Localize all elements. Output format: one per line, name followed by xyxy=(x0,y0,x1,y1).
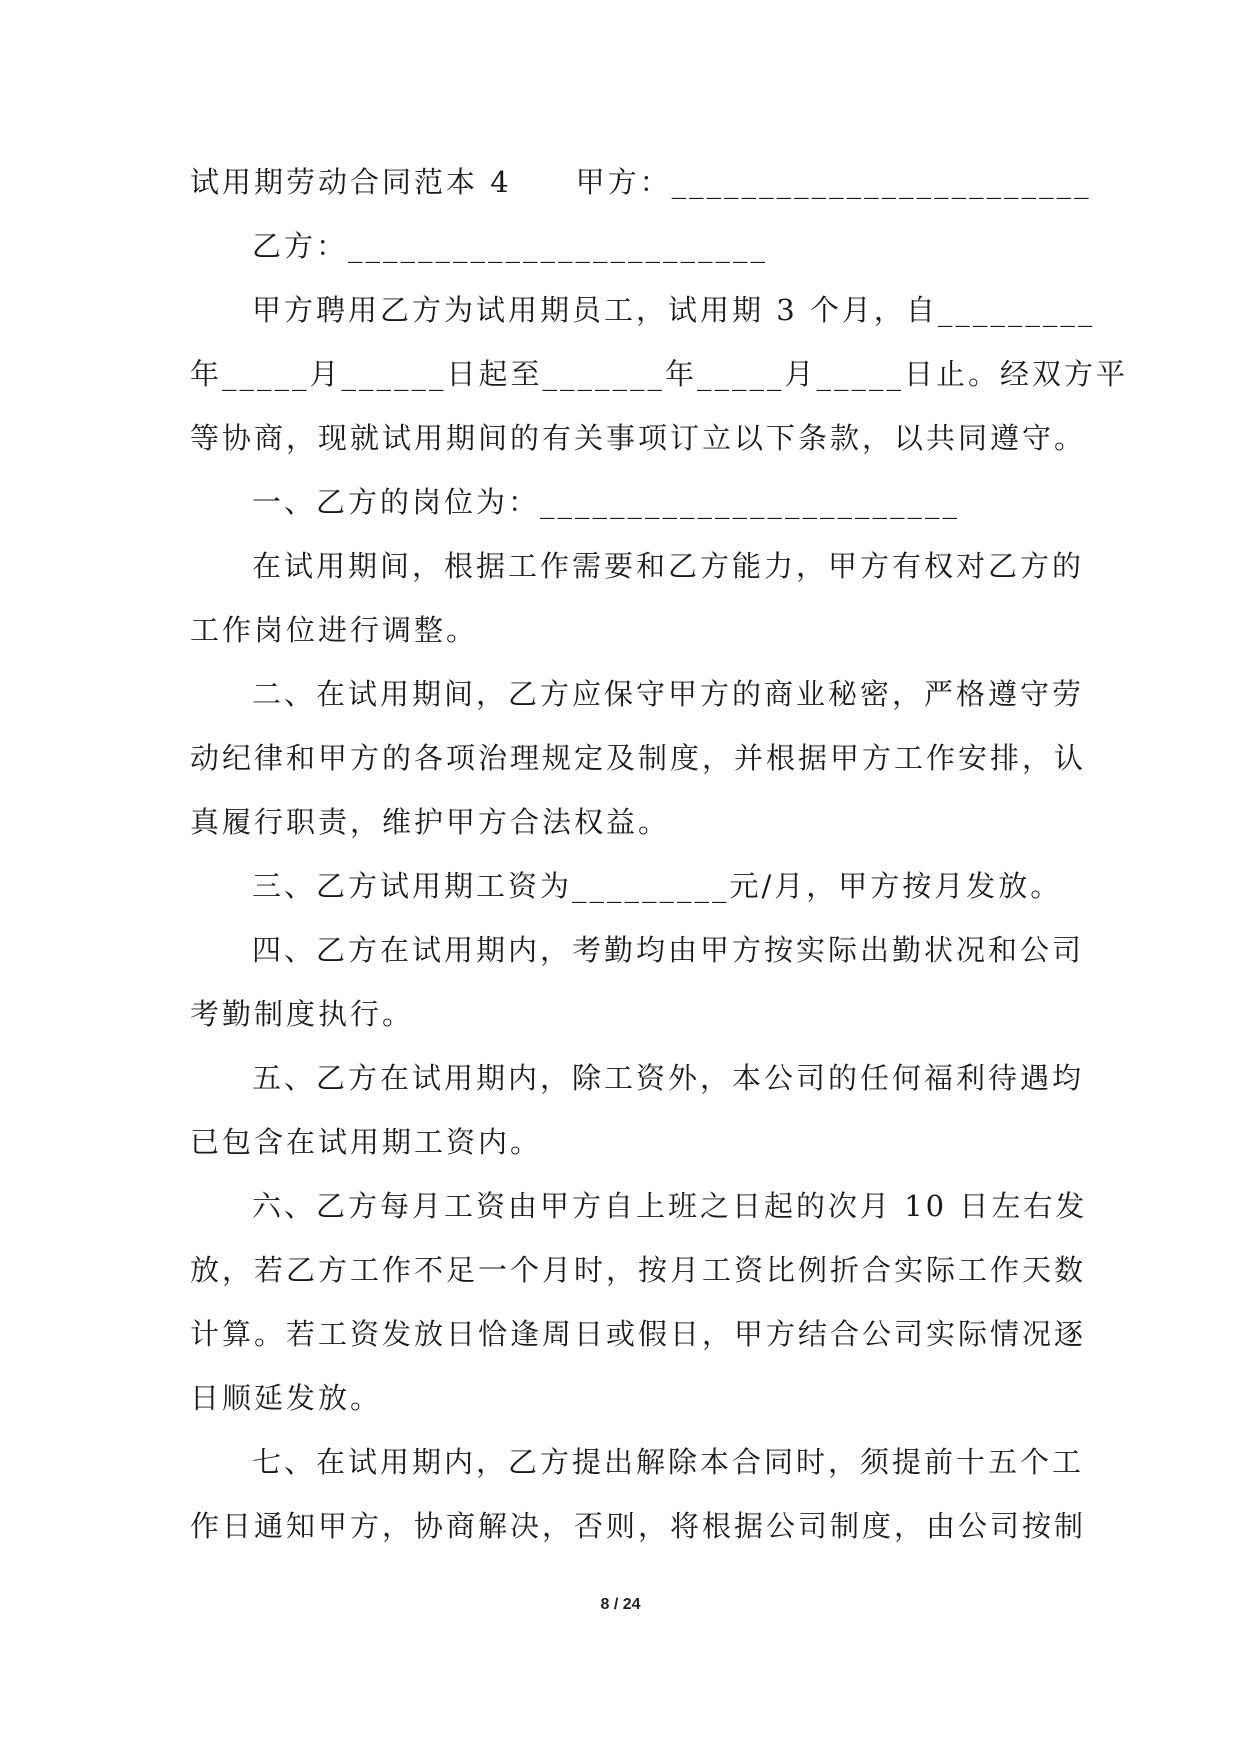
clause-7-line: 七、在试用期内，乙方提出解除本合同时，须提前十五个工 xyxy=(252,1445,1085,1479)
clause-2-line: 二、在试用期间，乙方应保守甲方的商业秘密，严格遵守劳 xyxy=(252,677,1085,711)
clause-4-line: 四、乙方在试用期内，考勤均由甲方按实际出勤状况和公司 xyxy=(252,933,1085,967)
page-number: 8 / 24 xyxy=(600,1596,641,1613)
paragraph-line: 计算。若工资发放日恰逢周日或假日，甲方结合公司实际情况逐 xyxy=(190,1317,1087,1351)
paragraph-line: 工作岗位进行调整。 xyxy=(190,613,479,647)
paragraph-line: 放，若乙方工作不足一个月时，按月工资比例折合实际工作天数 xyxy=(190,1253,1087,1287)
paragraph-line: 甲方聘用乙方为试用期员工，试用期 3 个月，自_________ xyxy=(252,293,1096,327)
paragraph-line: 真履行职责，维护甲方合法权益。 xyxy=(190,805,671,839)
paragraph-line: 在试用期间，根据工作需要和乙方能力，甲方有权对乙方的 xyxy=(252,549,1085,583)
paragraph-line: 年_____月______日起至_______年_____月_____日止。经双方平 xyxy=(190,357,1129,391)
clause-6-line: 六、乙方每月工资由甲方自上班之日起的次月 10 日左右发 xyxy=(252,1189,1088,1223)
paragraph-line: 动纪律和甲方的各项治理规定及制度，并根据甲方工作安排，认 xyxy=(190,741,1087,775)
clause-5-line: 五、乙方在试用期内，除工资外，本公司的任何福利待遇均 xyxy=(252,1061,1085,1095)
paragraph-line: 作日通知甲方，协商解决，否则，将根据公司制度，由公司按制 xyxy=(190,1509,1087,1543)
party-b-line: 乙方：________________________ xyxy=(252,229,769,263)
title-line: 试用期劳动合同范本 4 甲方：________________________ xyxy=(190,165,1092,199)
paragraph-line: 已包含在试用期工资内。 xyxy=(190,1125,543,1159)
paragraph-line: 日顺延发放。 xyxy=(190,1381,383,1415)
paragraph-line: 考勤制度执行。 xyxy=(190,997,415,1031)
clause-1-line: 一、乙方的岗位为：________________________ xyxy=(252,485,961,519)
clause-3-line: 三、乙方试用期工资为_________元/月，甲方按月发放。 xyxy=(252,869,1063,903)
paragraph-line: 等协商，现就试用期间的有关事项订立以下条款，以共同遵守。 xyxy=(190,421,1087,455)
